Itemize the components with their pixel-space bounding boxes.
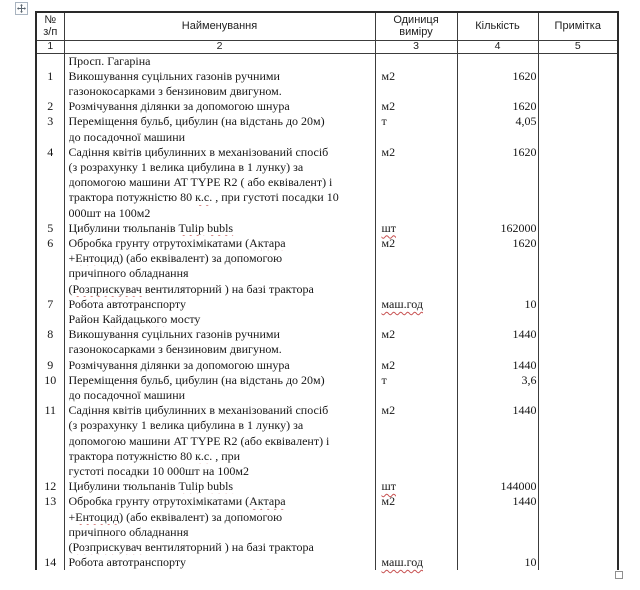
item-unit-cell[interactable]: м2 — [375, 99, 457, 114]
item-note-cell[interactable] — [538, 297, 618, 312]
item-name-cell[interactable] — [64, 297, 375, 312]
item-note-cell[interactable] — [538, 53, 618, 69]
item-row — [36, 327, 618, 357]
col-header-name[interactable]: Найменування — [64, 12, 375, 40]
name-line[interactable]: густоті посадки 10 000шт на 100м2 — [68, 463, 249, 478]
item-row — [36, 236, 618, 297]
item-name-cell[interactable] — [64, 221, 375, 236]
name-line[interactable]: Садіння квітів цибулинних в механізований спосіб — [68, 403, 329, 418]
item-name-cell[interactable] — [64, 494, 375, 555]
col-header-qty[interactable]: Кількість — [457, 12, 538, 40]
col-header-num[interactable]: № з/п — [36, 12, 64, 40]
item-number-cell[interactable]: 12 — [36, 479, 64, 494]
name-line[interactable]: до посадочної машини — [68, 129, 186, 144]
item-unit-cell[interactable]: м2 — [375, 145, 457, 221]
table-move-handle[interactable] — [15, 2, 28, 15]
name-line[interactable]: (з розрахунку 1 велика цибулина в 1 лунку) за — [68, 418, 304, 433]
name-line[interactable]: Просп. Гагаріна — [68, 53, 151, 68]
item-name-cell[interactable] — [64, 358, 375, 373]
item-name-cell[interactable] — [64, 479, 375, 494]
item-number-cell[interactable] — [36, 53, 64, 69]
col-index-1[interactable]: 1 — [36, 40, 64, 53]
item-number-cell[interactable]: 3 — [36, 114, 64, 144]
item-number-cell[interactable]: 1 — [36, 69, 64, 99]
item-note-cell[interactable] — [538, 236, 618, 297]
item-row — [36, 403, 618, 479]
estimate-table — [35, 11, 619, 570]
item-row — [36, 555, 618, 570]
item-number-cell[interactable]: 5 — [36, 221, 64, 236]
col-header-note[interactable]: Примітка — [538, 12, 618, 40]
item-qty-cell[interactable]: 1620 — [457, 99, 538, 114]
name-line[interactable]: Переміщення бульб, цибулин (на відстань до 20м) — [68, 372, 325, 387]
item-note-cell[interactable] — [538, 99, 618, 114]
item-name-cell[interactable] — [64, 114, 375, 144]
item-unit-cell[interactable] — [375, 53, 457, 69]
name-line[interactable]: (з розрахунку 1 велика цибулина в 1 лунку) за — [68, 159, 304, 174]
item-qty-cell[interactable]: 1440 — [457, 358, 538, 373]
name-line[interactable]: (Розприскувач вентиляторний ) на базі трактора — [68, 540, 314, 554]
item-note-cell[interactable] — [538, 403, 618, 479]
name-line[interactable]: Обробка грунту отрутохімікатами (Актара — [68, 494, 286, 509]
section-row — [36, 53, 618, 69]
item-qty-cell[interactable]: 3,6 — [457, 373, 538, 403]
table-header — [36, 12, 618, 53]
name-line[interactable]: газонокосарками з бензиновим двигуном. — [68, 342, 282, 357]
col-index-3[interactable]: 3 — [375, 40, 457, 53]
item-qty-cell[interactable] — [457, 312, 538, 327]
table-resize-handle[interactable] — [615, 571, 623, 579]
item-number-cell[interactable]: 9 — [36, 358, 64, 373]
item-row — [36, 373, 618, 403]
name-line[interactable]: Обробка грунту отрутохімікатами (Актара — [68, 235, 286, 250]
name-line[interactable]: Викошування суцільних газонів ручними — [68, 68, 280, 83]
item-note-cell[interactable] — [538, 221, 618, 236]
item-name-cell[interactable] — [64, 69, 375, 99]
col-index-4[interactable]: 4 — [457, 40, 538, 53]
name-line[interactable]: Розмічування ділянки за допомогою шнура — [68, 357, 290, 372]
item-qty-cell[interactable]: 162000 — [457, 221, 538, 236]
item-row — [36, 99, 618, 114]
item-name-cell[interactable] — [64, 145, 375, 221]
column-index-row — [36, 40, 618, 53]
col-index-5[interactable]: 5 — [538, 40, 618, 53]
item-note-cell[interactable] — [538, 373, 618, 403]
item-row — [36, 69, 618, 99]
name-line[interactable]: +Ентоцид) (або еквівалент) за допомогою — [68, 509, 283, 524]
item-unit-cell[interactable]: маш.год — [375, 555, 457, 570]
name-line[interactable]: Цибулини тюльпанів Tulip bubls — [68, 479, 234, 494]
item-name-cell[interactable] — [64, 53, 375, 69]
item-qty-cell[interactable]: 1440 — [457, 327, 538, 357]
item-qty-cell[interactable]: 1620 — [457, 236, 538, 297]
item-name-cell[interactable] — [64, 312, 375, 327]
item-qty-cell[interactable]: 4,05 — [457, 114, 538, 144]
item-note-cell[interactable] — [538, 479, 618, 494]
item-number-cell[interactable]: 13 — [36, 494, 64, 555]
header-title-row — [36, 12, 618, 40]
item-number-cell[interactable]: 8 — [36, 327, 64, 357]
item-qty-cell[interactable]: 10 — [457, 297, 538, 312]
item-number-cell[interactable]: 4 — [36, 145, 64, 221]
name-line[interactable]: Цибулини тюльпанів Tulip bubls — [68, 220, 234, 235]
item-name-cell[interactable] — [64, 327, 375, 357]
item-unit-cell[interactable]: т — [375, 373, 457, 403]
item-number-cell[interactable]: 10 — [36, 373, 64, 403]
item-row — [36, 221, 618, 236]
name-line[interactable]: Район Кайдацького мосту — [68, 311, 201, 326]
name-line[interactable]: газонокосарками з бензиновим двигуном. — [68, 83, 282, 98]
move-arrows-icon — [17, 4, 26, 13]
item-unit-cell[interactable]: м2 — [375, 236, 457, 297]
name-line[interactable]: (Розприскувач вентиляторний ) на базі трактора — [68, 281, 314, 296]
name-line[interactable]: трактора потужністю 80 к.с. , при густоті посадки 10 — [68, 190, 339, 205]
item-unit-cell[interactable]: м2 — [375, 69, 457, 99]
item-qty-cell[interactable]: 1440 — [457, 494, 538, 555]
name-line[interactable]: Робота автотранспорту — [68, 555, 186, 570]
item-qty-cell[interactable]: 10 — [457, 555, 538, 570]
item-qty-cell[interactable] — [457, 53, 538, 69]
name-line[interactable]: Робота автотранспорту — [68, 296, 186, 311]
col-header-unit[interactable]: Одиниця виміру — [375, 12, 457, 40]
item-note-cell[interactable] — [538, 555, 618, 570]
item-row — [36, 494, 618, 555]
name-line[interactable]: причіпного обладнання — [68, 266, 189, 281]
item-row — [36, 145, 618, 221]
item-qty-cell[interactable]: 1440 — [457, 403, 538, 479]
col-index-2[interactable]: 2 — [64, 40, 375, 53]
name-line[interactable]: +Ентоцид) (або еквівалент) за допомогою — [68, 251, 283, 266]
item-unit-cell[interactable] — [375, 312, 457, 327]
table-body — [36, 53, 618, 570]
item-number-cell[interactable]: 7 — [36, 297, 64, 312]
item-note-cell[interactable] — [538, 494, 618, 555]
item-number-cell[interactable] — [36, 312, 64, 327]
name-line[interactable]: до посадочної машини — [68, 387, 186, 402]
item-note-cell[interactable] — [538, 114, 618, 144]
item-row — [36, 114, 618, 144]
item-unit-cell[interactable]: м2 — [375, 403, 457, 479]
name-line[interactable]: Розмічування ділянки за допомогою шнура — [68, 99, 290, 114]
item-name-cell[interactable] — [64, 373, 375, 403]
item-qty-cell[interactable]: 144000 — [457, 479, 538, 494]
item-qty-cell[interactable]: 1620 — [457, 69, 538, 99]
item-name-cell[interactable] — [64, 403, 375, 479]
item-note-cell[interactable] — [538, 327, 618, 357]
item-qty-cell[interactable]: 1620 — [457, 145, 538, 221]
item-number-cell[interactable]: 11 — [36, 403, 64, 479]
item-unit-cell[interactable]: маш.год — [375, 297, 457, 312]
name-line[interactable]: допомогою машини AT TYPE R2 (або еквівалент) і — [68, 433, 330, 448]
item-unit-cell[interactable]: м2 — [375, 327, 457, 357]
name-line[interactable]: трактора потужністю 80 к.с. , при — [68, 448, 241, 463]
item-note-cell[interactable] — [538, 312, 618, 327]
item-name-cell[interactable] — [64, 236, 375, 297]
item-number-cell[interactable]: 2 — [36, 99, 64, 114]
name-line[interactable]: Садіння квітів цибулинних в механізований спосіб — [68, 144, 329, 159]
item-row — [36, 479, 618, 494]
name-line[interactable]: 000шт на 100м2 — [68, 205, 151, 220]
item-unit-cell[interactable]: м2 — [375, 358, 457, 373]
item-number-cell[interactable]: 14 — [36, 555, 64, 570]
item-note-cell[interactable] — [538, 69, 618, 99]
section-row — [36, 312, 618, 327]
item-unit-cell[interactable]: шт — [375, 221, 457, 236]
item-row — [36, 358, 618, 373]
item-number-cell[interactable]: 6 — [36, 236, 64, 297]
item-unit-cell[interactable]: т — [375, 114, 457, 144]
name-line[interactable]: Переміщення бульб, цибулин (на відстань до 20м) — [68, 114, 325, 129]
item-note-cell[interactable] — [538, 358, 618, 373]
name-line[interactable]: Викошування суцільних газонів ручними — [68, 327, 280, 342]
item-unit-cell[interactable]: шт — [375, 479, 457, 494]
item-name-cell[interactable] — [64, 555, 375, 570]
item-unit-cell[interactable]: м2 — [375, 494, 457, 555]
item-name-cell[interactable] — [64, 99, 375, 114]
item-note-cell[interactable] — [538, 145, 618, 221]
item-row — [36, 297, 618, 312]
name-line[interactable]: допомогою машини AT TYPE R2 ( або еквівалент) і — [68, 175, 333, 190]
name-line[interactable]: причіпного обладнання — [68, 524, 189, 539]
